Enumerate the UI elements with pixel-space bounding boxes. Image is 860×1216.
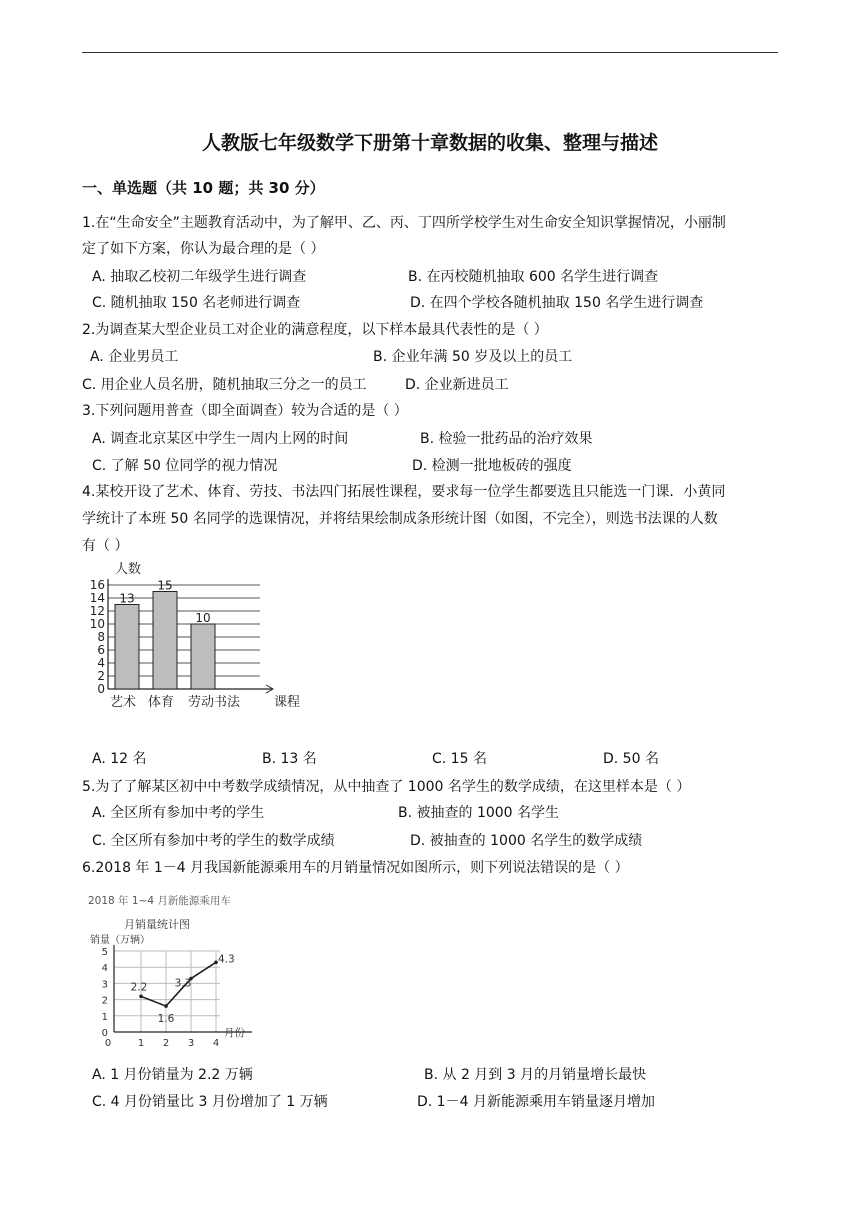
question-5-option-c: C. 全区所有参加中考的学生的数学成绩: [92, 833, 335, 849]
y-tick-label: 6: [97, 643, 105, 657]
y-tick-label: 4: [97, 656, 105, 670]
question-5-line-1: 5.为了了解某区初中中考数学成绩情况，从中抽查了 1000 名学生的数学成绩，在这里样本是（ ）: [82, 779, 691, 795]
y-tick-label: 12: [89, 604, 105, 618]
question-6-option-a: A. 1 月份销量为 2.2 万辆: [92, 1067, 253, 1083]
x-tick-label: 2: [162, 1038, 170, 1049]
x-tick-label: 艺术: [110, 695, 137, 710]
question-4-option-d: D. 50 名: [603, 751, 659, 767]
question-4-option-a: A. 12 名: [92, 751, 147, 767]
question-3-option-c: C. 了解 50 位同学的视力情况: [92, 458, 278, 474]
y-tick-label: 4: [101, 963, 108, 975]
question-4-line-3: 有（ ）: [82, 538, 129, 554]
bar: [115, 605, 139, 690]
x-tick-label: 0: [104, 1038, 112, 1049]
y-tick-label: 8: [97, 630, 105, 644]
question-1-option-c: C. 随机抽取 150 名老师进行调查: [92, 295, 301, 311]
x-axis-label: 课程: [274, 695, 301, 710]
x-tick-label: 3: [187, 1038, 195, 1049]
y-tick-label: 2: [97, 669, 105, 683]
question-1-option-b: B. 在丙校随机抽取 600 名学生进行调查: [408, 269, 659, 285]
question-3-option-b: B. 检验一批药品的治疗效果: [420, 431, 593, 447]
x-tick-label: 1: [137, 1038, 145, 1049]
question-1-option-d: D. 在四个学校各随机抽取 150 名学生进行调查: [410, 295, 704, 311]
sales-line-chart: [84, 888, 264, 1052]
y-tick-label: 3: [101, 979, 108, 991]
chart-caption: 2018 年 1~4 月新能源乘用车: [88, 895, 231, 907]
x-axis-label: 月份: [224, 1027, 245, 1039]
data-label: 4.3: [218, 953, 235, 966]
y-tick-label: 2: [101, 995, 108, 1007]
question-2-option-a: A. 企业男员工: [90, 349, 179, 365]
x-tick-label: 体育: [148, 695, 175, 710]
question-2-option-b: B. 企业年满 50 岁及以上的员工: [373, 349, 573, 365]
top-rule: [82, 52, 778, 53]
x-tick-label: 劳动书法: [188, 695, 241, 710]
data-point: [139, 995, 143, 999]
y-tick-label: 0: [97, 682, 105, 696]
question-2-option-c: C. 用企业人员名册，随机抽取三分之一的员工: [82, 377, 367, 393]
bar-data-label: 13: [119, 591, 135, 606]
bar-data-label: 10: [195, 611, 211, 625]
section-heading: 一、单选题（共 10 题；共 30 分）: [82, 179, 325, 197]
y-tick-label: 5: [101, 947, 108, 958]
question-4-option-c: C. 15 名: [432, 751, 487, 767]
question-2-option-d: D. 企业新进员工: [405, 377, 509, 393]
question-3-line-1: 3.下列问题用普查（即全面调查）较为合适的是（ ）: [82, 403, 408, 419]
bar: [191, 624, 215, 689]
question-5-option-d: D. 被抽查的 1000 名学生的数学成绩: [410, 833, 643, 849]
data-label: 3.3: [174, 977, 192, 990]
question-5-option-b: B. 被抽查的 1000 名学生: [398, 805, 560, 821]
question-1-option-a: A. 抽取乙校初二年级学生进行调查: [92, 269, 307, 285]
data-label: 1.6: [157, 1013, 175, 1026]
question-4-option-b: B. 13 名: [262, 751, 317, 767]
course-bar-chart: [82, 556, 302, 716]
x-tick-label: 4: [212, 1038, 220, 1049]
question-1-line-2: 定了如下方案，你认为最合理的是（ ）: [82, 241, 325, 257]
chart-title: 月销量统计图: [124, 918, 190, 931]
question-3-option-a: A. 调查北京某区中学生一周内上网的时间: [92, 431, 349, 447]
y-tick-label: 1: [101, 1011, 108, 1023]
question-1-line-1: 1.在“生命安全”主题教育活动中，为了解甲、乙、丙、丁四所学校学生对生命安全知识掌握情况，小丽制: [82, 215, 726, 231]
y-tick-label: 16: [89, 578, 105, 592]
question-4-line-2: 学统计了本班 50 名同学的选课情况，并将结果绘制成条形统计图（如图，不完全），则选书法课的人数: [82, 511, 718, 527]
question-5-option-a: A. 全区所有参加中考的学生: [92, 805, 265, 821]
question-3-option-d: D. 检测一批地板砖的强度: [412, 458, 572, 474]
y-tick-label: 10: [89, 617, 105, 631]
question-6-option-d: D. 1－4 月新能源乘用车销量逐月增加: [417, 1094, 655, 1110]
y-tick-label: 0: [101, 1028, 108, 1039]
question-6-option-b: B. 从 2 月到 3 月的月销量增长最快: [424, 1067, 647, 1083]
question-6-option-c: C. 4 月份销量比 3 月份增加了 1 万辆: [92, 1094, 328, 1110]
y-tick-label: 14: [89, 591, 105, 605]
data-label: 2.2: [130, 981, 148, 994]
data-point: [164, 1004, 168, 1008]
bar-data-label: 15: [157, 578, 173, 593]
question-6-line-1: 6.2018 年 1－4 月我国新能源乘用车的月销量情况如图所示，则下列说法错误的是（ ）: [82, 860, 629, 876]
y-axis-label: 销量（万辆）: [90, 935, 150, 946]
question-2-line-1: 2.为调查某大型企业员工对企业的满意程度，以下样本最具代表性的是（ ）: [82, 322, 548, 338]
page-title: 人教版七年级数学下册第十章数据的收集、整理与描述: [201, 132, 658, 154]
bar: [153, 592, 177, 690]
y-axis-label: 人数: [115, 562, 142, 577]
question-4-line-1: 4.某校开设了艺术、体育、劳技、书法四门拓展性课程，要求每一位学生都要选且只能选一门课．小黄同: [82, 484, 726, 500]
